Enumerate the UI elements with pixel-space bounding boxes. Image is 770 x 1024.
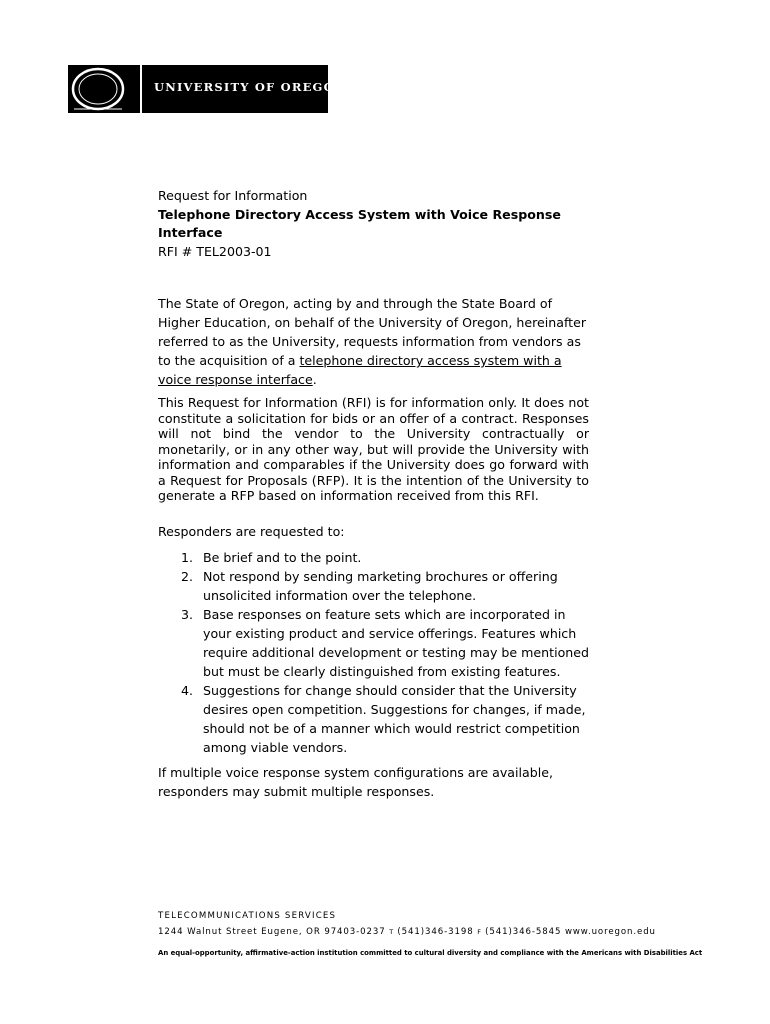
list-item bbox=[181, 681, 589, 757]
logo-divider bbox=[140, 65, 142, 113]
eeo-statement: An equal-opportunity, affirmative-action institution committed to cultural diversity and compliance with the Americans with Disabilities Act bbox=[158, 949, 703, 957]
closing-paragraph: If multiple voice response system configurations are available, responders may submit multiple responses. bbox=[158, 764, 553, 799]
university-logo bbox=[68, 65, 347, 113]
list-item-text: Not respond by sending marketing brochures or offering unsolicited information over the telephone. bbox=[203, 568, 558, 603]
list-item-number: 1. bbox=[181, 549, 194, 565]
requests-list bbox=[158, 548, 589, 757]
o-mark-icon bbox=[70, 67, 126, 111]
fax-number: (541)346-5845 bbox=[485, 927, 562, 937]
department-name: TELECOMMUNICATIONS SERVICES bbox=[158, 911, 337, 921]
list-item bbox=[181, 605, 590, 681]
street-address: 1244 Walnut Street Eugene, OR 97403-0237 bbox=[158, 927, 386, 937]
contact-line bbox=[158, 923, 738, 942]
intro-underlined-phrase: telephone directory access system with a voice response interface bbox=[158, 353, 562, 387]
intro-text-end: . bbox=[312, 372, 317, 387]
fax-label: F bbox=[477, 928, 482, 936]
list-item bbox=[181, 548, 589, 567]
letterhead-footer bbox=[158, 910, 738, 957]
list-item-text: Base responses on feature sets which are incorporated in your existing product and service offerings. Features which require additional development or testing may be mentioned but must be clearly distinguished from existing features. bbox=[203, 606, 590, 679]
list-item bbox=[181, 567, 589, 605]
list-item-text: Be brief and to the point. bbox=[203, 549, 362, 565]
website-link[interactable]: www.uoregon.edu bbox=[564, 927, 656, 937]
rfi-number: RFI # TEL2003-01 bbox=[158, 243, 272, 259]
disclaimer-paragraph: This Request for Information (RFI) is for information only. It does not constitute a solicitation for bids or an offer of a contract. Responses will not bind the vendor to the University contractually or monetarily, or in any other way, but will provide the University with information and comparables if the University does go forward with a Request for Proposals (RFP). It is the intention of the University to generate a RFP based on information received from this RFI. bbox=[158, 395, 589, 503]
list-item-number: 3. bbox=[181, 606, 194, 622]
phone-label: T bbox=[389, 928, 394, 936]
letter-body bbox=[158, 187, 589, 801]
requests-lead: Responders are requested to: bbox=[158, 523, 345, 539]
intro-text-start: The State of Oregon, acting by and through the State Board of Higher Education, on behalf of the University of Oregon, hereinafter referred to as the University, requests information from vendors as to the acquisition of a bbox=[158, 296, 587, 368]
intro-paragraph bbox=[158, 294, 589, 389]
logo-wordmark: UNIVERSITY OF OREGON bbox=[154, 80, 347, 94]
list-item-text: Suggestions for change should consider that the University desires open competition. Suggestions for changes, if made, should not be of a manner which would restrict competition among viable vendors. bbox=[203, 682, 586, 755]
document-title: Telephone Directory Access System with Voice Response Interface bbox=[158, 206, 561, 240]
phone-number: (541)346-3198 bbox=[397, 927, 474, 937]
list-item-number: 2. bbox=[181, 568, 194, 584]
document-type-label: Request for Information bbox=[158, 188, 308, 203]
list-item-number: 4. bbox=[181, 682, 194, 698]
